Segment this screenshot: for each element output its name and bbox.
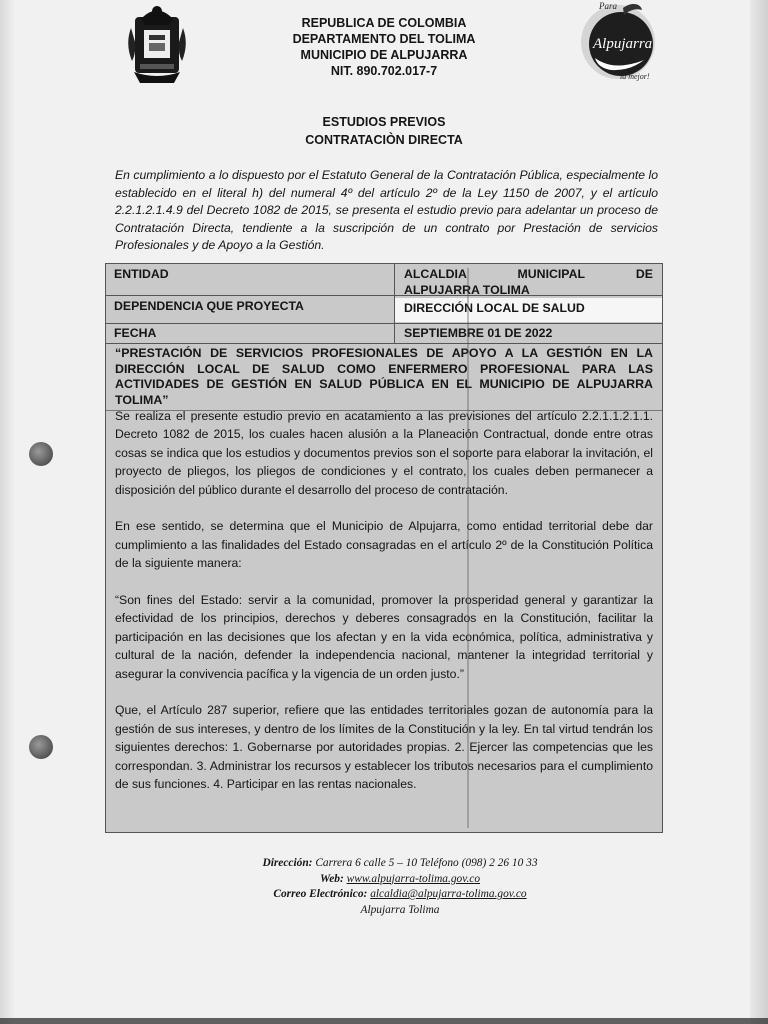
institution-header — [190, 15, 578, 79]
footer-email-label: Correo Electrónico: — [273, 888, 368, 900]
right-logo-bottom-text: la mejor! — [620, 72, 650, 81]
footer-web-label: Web: — [319, 872, 344, 885]
right-logo-main-text: Alpujarra — [593, 36, 653, 52]
document-title — [190, 113, 578, 149]
header-country: REPUBLICA DE COLOMBIA — [301, 16, 467, 30]
alpujarra-municipal-logo-icon — [576, 0, 660, 84]
footer-city: Alpujarra Tolima — [360, 903, 440, 916]
date-value: SEPTIEMBRE 01 DE 2022 — [404, 326, 553, 340]
binder-hole-top — [29, 442, 53, 466]
dependency-value: DIRECCIÓN LOCAL DE SALUD — [395, 298, 662, 322]
intro-paragraph: En cumplimiento a lo dispuesto por el Estatuto General de la Contratación Pública, especialmente lo establecido en el literal h) del numeral 4º del artículo 2º de la Ley 1150 de 2007, y el artículo 2.2.1.2.1.4.9 del Decreto 1082 de 2015, se presenta el estudio previo para adelantar un proceso de Contratación Directa, tendiente a la suscripción de un contrato por Prestación de servicios Profesionales y de Apoyo a la Gestión. — [115, 168, 658, 252]
entity-label: ENTIDAD — [106, 264, 395, 295]
body-paragraph-2: En ese sentido, se determina que el Municipio de Alpujarra, como entidad territorial debe dar cumplimiento a las finalidades del Estado consagradas en el artículo 2º de la Constitución Política de la siguiente manera: — [115, 519, 653, 571]
header-nit: NIT. 890.702.017-7 — [330, 64, 438, 78]
entity-value-line-2: ALPUJARRA TOLIMA — [404, 283, 530, 297]
scan-fold-line — [467, 268, 469, 828]
email-link[interactable]: alcaldia@alpujarra-tolima.gov.co — [370, 888, 527, 900]
footer-email — [190, 887, 610, 903]
footer-address-value: Carrera 6 calle 5 – 10 Teléfono (098) 2 26 10 33 — [315, 857, 538, 869]
dependency-row — [106, 296, 662, 324]
header-department: DEPARTAMENTO DEL TOLIMA — [292, 32, 476, 46]
study-table — [105, 263, 663, 833]
footer-address-label: Dirección: — [262, 857, 313, 869]
entity-value-line-1: ALCALDIA MUNICIPAL DE — [404, 267, 653, 281]
scan-left-shadow — [0, 0, 14, 1024]
scan-bottom-edge — [0, 1018, 768, 1024]
title-line-1: ESTUDIOS PREVIOS — [322, 115, 446, 129]
entity-row — [106, 264, 662, 296]
date-label: FECHA — [106, 324, 395, 343]
body-paragraph-3: “Son fines del Estado: servir a la comunidad, promover la prosperidad general y garantizar la efectividad de los principios, derechos y deberes consagrados en la Constitución, facilitar la participación en las decisiones que los afectan y en la vida económica, política, administrativa y cultural de la nación, defender la independencia nacional, mantener la integridad territorial y asegurar la convivencia pacífica y la vigencia de un orden justo.” — [115, 593, 653, 681]
study-body — [106, 407, 662, 793]
dependency-label: DEPENDENCIA QUE PROYECTA — [106, 296, 395, 323]
scan-right-shadow — [750, 0, 768, 1024]
footer-address — [190, 856, 610, 872]
entity-value — [395, 264, 662, 295]
title-line-2: CONTRATACIÒN DIRECTA — [305, 133, 463, 147]
date-row — [106, 324, 662, 344]
website-link[interactable]: www.alpujarra-tolima.gov.co — [346, 872, 481, 885]
header-municipality: MUNICIPIO DE ALPUJARRA — [300, 48, 468, 62]
municipal-coat-of-arms-icon — [124, 2, 190, 84]
document-footer — [190, 856, 610, 918]
body-paragraph-1: Se realiza el presente estudio previo en acatamiento a las previsiones del artículo 2.2.1.1.2.1.1. Decreto 1082 de 2015, los cuales hacen alusión a la Planeación Contractual, donde entre otras cosas se indica que los estudios y documentos previos son el soporte para elaborar la invitación, el proyecto de pliegos, los pliegos de condiciones y el contrato, los cuales deben permanecer a disposición del público durante el desarrollo del proceso de contratación. — [115, 409, 653, 497]
contract-object: “PRESTACIÓN DE SERVICIOS PROFESIONALES DE APOYO A LA GESTIÓN EN LA DIRECCIÓN LOCAL DE SALUD COMO ENFERMERO PROFESIONAL PARA LAS ACTIVIDADES DE GESTIÓN EN SALUD PÚBLICA EN EL MUNICIPIO DE ALPUJARRA TOLIMA” — [106, 344, 662, 411]
body-paragraph-4: Que, el Artículo 287 superior, refiere que las entidades territoriales gozan de autonomía para la gestión de sus intereses, y dentro de los límites de la Constitución y la ley. En tal virtud tendrán los siguientes derechos: 1. Gobernarse por autoridades propias. 2. Ejercer las competencias que les correspondan. 3. Administrar los recursos y establecer los tributos necesarios para el cumplimiento de sus funciones. 4. Participar en las rentas nacionales. — [115, 703, 653, 792]
binder-hole-bottom — [29, 735, 53, 759]
right-logo-top-text: Para — [599, 1, 617, 11]
footer-web — [190, 872, 610, 888]
